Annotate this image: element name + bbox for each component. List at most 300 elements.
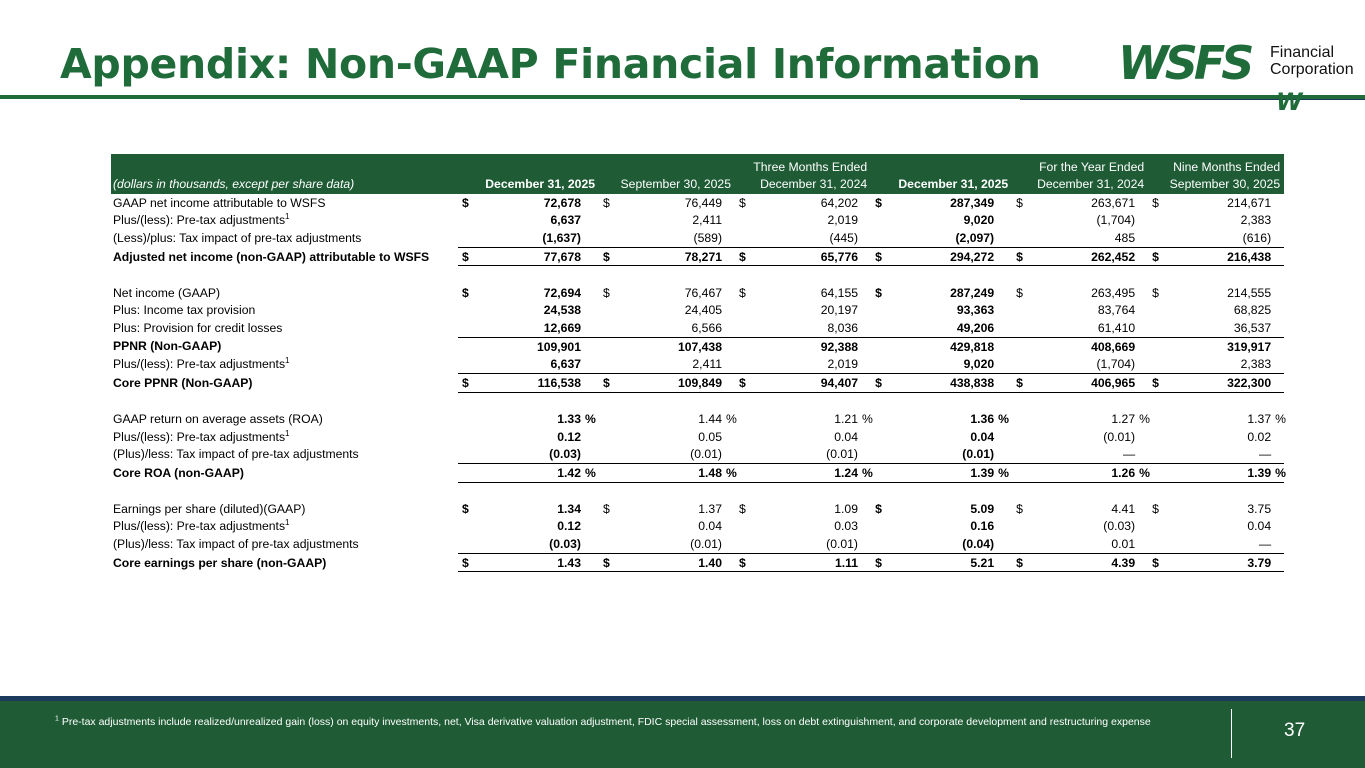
value-cell: 1.26	[1022, 463, 1135, 482]
spacer-cell	[111, 266, 1284, 284]
currency-symbol: $	[458, 373, 468, 392]
percent-symbol	[722, 553, 735, 572]
percent-symbol	[722, 355, 735, 373]
value-cell: 1.39	[881, 463, 994, 482]
value-cell: 68,825	[1233, 303, 1272, 318]
currency-symbol	[1148, 428, 1158, 446]
value-cell: 64,202	[820, 195, 858, 210]
group-year: For the Year Ended	[871, 154, 1148, 174]
percent-symbol	[722, 500, 735, 518]
percent-symbol	[1271, 445, 1284, 463]
header-blank	[111, 154, 458, 174]
footer	[0, 696, 1365, 768]
currency-symbol	[871, 428, 881, 446]
value-cell: 322,300	[1158, 373, 1271, 392]
currency-symbol: $	[735, 247, 745, 266]
value-cell: (0.01)	[962, 447, 995, 462]
value-cell: 78,271	[609, 247, 722, 266]
percent-symbol	[994, 445, 1012, 463]
currency-symbol	[735, 428, 745, 446]
currency-symbol: $	[599, 553, 609, 572]
percent-symbol	[722, 373, 735, 392]
value-cell: 109,849	[609, 373, 722, 392]
spacer-row	[111, 482, 1284, 500]
percent-symbol: %	[585, 411, 596, 426]
percent-symbol	[1271, 247, 1284, 266]
percent-symbol	[858, 247, 871, 266]
currency-symbol: $	[871, 247, 881, 266]
currency-symbol: $	[599, 247, 609, 266]
value-cell: 6,566	[691, 320, 722, 335]
percent-symbol	[1271, 518, 1284, 536]
row-label-text: GAAP net income attributable to WSFS	[113, 195, 326, 210]
currency-symbol	[599, 337, 609, 355]
percent-symbol	[1271, 500, 1284, 518]
value-cell: —	[1258, 537, 1272, 552]
currency-symbol	[458, 319, 468, 337]
row-label	[111, 337, 458, 355]
percent-symbol	[581, 247, 599, 266]
value-cell: (0.01)	[1103, 429, 1136, 444]
value-cell: 107,438	[609, 337, 722, 355]
table-caption: (dollars in thousands, except per share data)	[111, 174, 458, 194]
row-label-text: (Plus)/less: Tax impact of pre-tax adjustments	[113, 537, 359, 552]
row-label	[111, 373, 458, 392]
currency-symbol	[458, 535, 468, 553]
footnote-ref: 1	[285, 518, 290, 528]
percent-symbol: %	[1271, 463, 1284, 482]
value-cell: 76,449	[684, 195, 722, 210]
value-cell: 0.12	[557, 519, 581, 534]
currency-symbol: $	[739, 501, 746, 516]
logo-subtitle	[1270, 44, 1354, 78]
percent-symbol	[581, 373, 599, 392]
percent-symbol	[1271, 355, 1284, 373]
percent-symbol	[1135, 553, 1148, 572]
currency-symbol	[1012, 355, 1022, 373]
value-cell: 1.40	[609, 553, 722, 572]
currency-symbol	[1148, 229, 1158, 247]
currency-symbol	[458, 445, 468, 463]
currency-symbol	[458, 463, 468, 482]
currency-symbol: $	[875, 285, 882, 300]
percent-symbol: %	[994, 463, 1012, 482]
value-cell: (445)	[829, 230, 858, 245]
row-label-text: (Plus)/less: Tax impact of pre-tax adjustments	[113, 447, 359, 462]
currency-symbol	[458, 355, 468, 373]
value-cell: 1.11	[745, 553, 858, 572]
value-cell: 72,678	[543, 195, 581, 210]
value-cell: 116,538	[468, 373, 581, 392]
currency-symbol: $	[603, 195, 610, 210]
currency-symbol	[735, 355, 745, 373]
spacer-row	[111, 266, 1284, 284]
currency-symbol: $	[739, 285, 746, 300]
percent-symbol	[994, 553, 1012, 572]
group-three-months: Three Months Ended	[458, 154, 871, 174]
currency-symbol: $	[1152, 501, 1159, 516]
currency-symbol	[599, 302, 609, 320]
row-label-text: Plus: Income tax provision	[113, 303, 256, 318]
percent-symbol	[581, 518, 599, 536]
value-cell: 216,438	[1158, 247, 1271, 266]
value-cell: 1.44	[698, 411, 722, 426]
value-cell: (1,637)	[542, 230, 581, 245]
currency-symbol	[871, 212, 881, 230]
value-cell: 214,671	[1227, 195, 1272, 210]
currency-symbol: $	[1152, 195, 1159, 210]
percent-symbol	[1135, 535, 1148, 553]
percent-symbol	[581, 553, 599, 572]
percent-symbol	[1271, 535, 1284, 553]
percent-symbol	[581, 229, 599, 247]
percent-symbol	[994, 212, 1012, 230]
value-cell: 1.21	[834, 411, 858, 426]
table-row	[111, 463, 1284, 482]
row-label	[111, 355, 458, 373]
value-cell: (0.01)	[826, 447, 858, 462]
value-cell: 65,776	[745, 247, 858, 266]
row-label-text: Earnings per share (diluted)(GAAP)	[113, 501, 306, 516]
value-cell: 214,555	[1227, 285, 1272, 300]
value-cell: —	[1122, 447, 1136, 462]
currency-symbol: $	[739, 195, 746, 210]
logo-wordmark: WSFS	[1118, 36, 1251, 90]
percent-symbol	[994, 518, 1012, 536]
table-row	[111, 302, 1284, 320]
value-cell: 49,206	[956, 320, 995, 335]
row-label	[111, 212, 458, 230]
currency-symbol	[735, 445, 745, 463]
currency-symbol	[599, 410, 609, 428]
table-row	[111, 212, 1284, 230]
row-label-text: Net income (GAAP)	[113, 285, 221, 300]
currency-symbol	[458, 229, 468, 247]
value-cell: 24,538	[543, 303, 581, 318]
currency-symbol	[1148, 319, 1158, 337]
currency-symbol	[1012, 535, 1022, 553]
value-cell: 0.04	[970, 429, 995, 444]
percent-symbol	[1135, 428, 1148, 446]
currency-symbol: $	[462, 195, 469, 210]
percent-symbol	[858, 373, 871, 392]
percent-symbol	[722, 247, 735, 266]
currency-symbol: $	[462, 501, 469, 516]
percent-symbol	[581, 355, 599, 373]
currency-symbol	[1012, 445, 1022, 463]
table-body	[111, 154, 1284, 572]
value-cell: 287,349	[950, 195, 995, 210]
percent-symbol	[581, 445, 599, 463]
value-cell: 1.09	[834, 501, 858, 516]
percent-symbol	[858, 284, 871, 302]
percent-symbol	[1135, 355, 1148, 373]
value-cell: (0.03)	[1103, 519, 1136, 534]
percent-symbol	[1271, 337, 1284, 355]
logo-subtitle-line2: Corporation	[1270, 61, 1354, 78]
footnote-ref: 1	[285, 212, 290, 222]
currency-symbol	[599, 229, 609, 247]
percent-symbol	[581, 535, 599, 553]
currency-symbol	[1012, 319, 1022, 337]
percent-symbol	[994, 428, 1012, 446]
currency-symbol	[735, 337, 745, 355]
currency-symbol	[599, 535, 609, 553]
currency-symbol	[458, 428, 468, 446]
logo-w-mark: W	[1276, 88, 1303, 116]
table-row	[111, 428, 1284, 446]
footer-divider	[1231, 709, 1232, 758]
percent-symbol	[1135, 500, 1148, 518]
value-cell: 0.02	[1247, 429, 1272, 444]
currency-symbol: $	[1012, 247, 1022, 266]
column-header: December 31, 2024	[735, 174, 871, 194]
row-label	[111, 410, 458, 428]
currency-symbol: $	[603, 285, 610, 300]
percent-symbol: %	[858, 463, 871, 482]
value-cell: 94,407	[745, 373, 858, 392]
currency-symbol	[1148, 445, 1158, 463]
value-cell: 294,272	[881, 247, 994, 266]
percent-symbol	[722, 212, 735, 230]
value-cell: 0.05	[698, 429, 722, 444]
percent-symbol	[994, 337, 1012, 355]
value-cell: 9,020	[963, 213, 995, 228]
footnote-ref: 1	[285, 428, 290, 438]
percent-symbol	[858, 428, 871, 446]
currency-symbol	[735, 302, 745, 320]
column-header: December 31, 2025	[458, 174, 599, 194]
currency-symbol	[1012, 463, 1022, 482]
value-cell: 72,694	[543, 285, 581, 300]
percent-symbol	[858, 500, 871, 518]
row-label-text: Plus/(less): Pre-tax adjustments	[113, 213, 286, 228]
percent-symbol	[1271, 212, 1284, 230]
percent-symbol	[858, 194, 871, 212]
value-cell: 408,669	[1022, 337, 1135, 355]
row-label-text: Plus/(less): Pre-tax adjustments	[113, 429, 286, 444]
percent-symbol	[858, 302, 871, 320]
value-cell: 1.24	[745, 463, 858, 482]
row-label	[111, 535, 458, 553]
currency-symbol	[458, 518, 468, 536]
currency-symbol: $	[875, 195, 882, 210]
value-cell: 2,411	[692, 357, 722, 372]
currency-symbol	[871, 302, 881, 320]
percent-symbol	[1135, 337, 1148, 355]
footnote-ref: 1	[285, 356, 290, 366]
currency-symbol	[1148, 355, 1158, 373]
value-cell: 319,917	[1158, 337, 1271, 355]
percent-symbol	[722, 194, 735, 212]
percent-symbol	[858, 319, 871, 337]
percent-symbol	[858, 229, 871, 247]
value-cell: 0.03	[834, 519, 858, 534]
percent-symbol	[722, 284, 735, 302]
currency-symbol: $	[875, 501, 882, 516]
percent-symbol	[858, 212, 871, 230]
value-cell: 485	[1114, 230, 1136, 245]
percent-symbol	[1135, 445, 1148, 463]
value-cell: (0.01)	[690, 537, 722, 552]
value-cell: 2,383	[1240, 213, 1272, 228]
value-cell: (1,704)	[1096, 357, 1136, 372]
currency-symbol: $	[871, 373, 881, 392]
percent-symbol	[581, 194, 599, 212]
percent-symbol	[858, 518, 871, 536]
percent-symbol	[722, 445, 735, 463]
table-row	[111, 247, 1284, 266]
currency-symbol	[1012, 337, 1022, 355]
percent-symbol	[581, 319, 599, 337]
currency-symbol: $	[735, 553, 745, 572]
value-cell: 77,678	[468, 247, 581, 266]
table-row	[111, 194, 1284, 212]
currency-symbol: $	[1012, 553, 1022, 572]
value-cell: (0.03)	[549, 447, 581, 462]
percent-symbol	[581, 500, 599, 518]
currency-symbol	[735, 518, 745, 536]
currency-symbol: $	[599, 373, 609, 392]
footnote-mark: 1	[55, 715, 59, 723]
currency-symbol	[458, 212, 468, 230]
value-cell: (0.03)	[549, 537, 581, 552]
row-label	[111, 500, 458, 518]
row-label	[111, 229, 458, 247]
page-title: Appendix: Non-GAAP Financial Information	[60, 40, 1041, 88]
percent-symbol	[722, 229, 735, 247]
row-label-text: GAAP return on average assets (ROA)	[113, 411, 323, 426]
currency-symbol	[871, 535, 881, 553]
currency-symbol: $	[1148, 373, 1158, 392]
value-cell: 0.04	[1247, 519, 1272, 534]
column-header: December 31, 2025	[871, 174, 1012, 194]
footnote	[55, 715, 1205, 730]
percent-symbol	[1135, 518, 1148, 536]
currency-symbol	[599, 445, 609, 463]
currency-symbol: $	[1016, 285, 1023, 300]
value-cell: (0.01)	[690, 447, 722, 462]
percent-symbol	[722, 319, 735, 337]
value-cell: 0.01	[1111, 537, 1136, 552]
currency-symbol	[735, 535, 745, 553]
row-label	[111, 284, 458, 302]
value-cell: 6,637	[550, 213, 581, 228]
value-cell: 1.27	[1111, 411, 1136, 426]
percent-symbol: %	[722, 463, 735, 482]
currency-symbol	[871, 337, 881, 355]
value-cell: 0.16	[970, 519, 995, 534]
percent-symbol	[1135, 247, 1148, 266]
percent-symbol	[858, 535, 871, 553]
currency-symbol: $	[1152, 285, 1159, 300]
value-cell: 109,901	[468, 337, 581, 355]
spacer-row	[111, 392, 1284, 410]
percent-symbol	[1135, 284, 1148, 302]
percent-symbol	[1271, 553, 1284, 572]
currency-symbol	[599, 463, 609, 482]
value-cell: 2,411	[692, 213, 722, 228]
currency-symbol	[871, 355, 881, 373]
table-row	[111, 500, 1284, 518]
row-label	[111, 445, 458, 463]
value-cell: (0.04)	[962, 537, 995, 552]
value-cell: 36,537	[1233, 320, 1272, 335]
value-cell: 3.75	[1247, 501, 1272, 516]
currency-symbol	[1012, 518, 1022, 536]
percent-symbol	[994, 500, 1012, 518]
table-row	[111, 553, 1284, 572]
currency-symbol	[1148, 212, 1158, 230]
currency-symbol: $	[1012, 373, 1022, 392]
value-cell: 287,249	[950, 285, 995, 300]
value-cell: 1.33	[557, 411, 581, 426]
value-cell: 0.12	[557, 429, 581, 444]
percent-symbol	[994, 535, 1012, 553]
currency-symbol: $	[871, 553, 881, 572]
percent-symbol: %	[1275, 411, 1286, 426]
currency-symbol	[599, 518, 609, 536]
percent-symbol	[722, 518, 735, 536]
row-label	[111, 553, 458, 572]
value-cell: 2,019	[827, 213, 858, 228]
value-cell: (1,704)	[1096, 213, 1136, 228]
row-label-text: Adjusted net income (non-GAAP) attributable to WSFS	[113, 249, 430, 264]
row-label-text: PPNR (Non-GAAP)	[113, 339, 222, 354]
percent-symbol	[1135, 319, 1148, 337]
percent-symbol	[1271, 302, 1284, 320]
value-cell: 1.39	[1158, 463, 1271, 482]
percent-symbol	[581, 212, 599, 230]
percent-symbol: %	[1139, 411, 1150, 426]
value-cell: 3.79	[1158, 553, 1271, 572]
spacer-cell	[111, 392, 1284, 410]
currency-symbol	[735, 229, 745, 247]
percent-symbol	[1135, 212, 1148, 230]
row-label-text: Plus/(less): Pre-tax adjustments	[113, 357, 286, 372]
table-row	[111, 373, 1284, 392]
row-label	[111, 319, 458, 337]
currency-symbol	[599, 212, 609, 230]
currency-symbol	[1148, 302, 1158, 320]
row-label	[111, 463, 458, 482]
value-cell: 5.09	[970, 501, 995, 516]
currency-symbol	[1012, 410, 1022, 428]
row-label	[111, 194, 458, 212]
currency-symbol	[1012, 229, 1022, 247]
percent-symbol	[1271, 428, 1284, 446]
value-cell: 4.41	[1111, 501, 1136, 516]
percent-symbol	[994, 302, 1012, 320]
value-cell: 1.37	[1247, 411, 1272, 426]
value-cell: 4.39	[1022, 553, 1135, 572]
percent-symbol	[1135, 373, 1148, 392]
row-label	[111, 302, 458, 320]
non-gaap-table	[111, 154, 1284, 572]
value-cell: 2,019	[827, 357, 858, 372]
percent-symbol: %	[862, 411, 873, 426]
currency-symbol	[1148, 535, 1158, 553]
percent-symbol	[994, 284, 1012, 302]
currency-symbol: $	[1016, 195, 1023, 210]
currency-symbol	[1012, 302, 1022, 320]
currency-symbol: $	[458, 553, 468, 572]
value-cell: 1.37	[698, 501, 722, 516]
currency-symbol: $	[1148, 553, 1158, 572]
percent-symbol	[1271, 284, 1284, 302]
row-label-text: Plus: Provision for credit losses	[113, 321, 283, 336]
currency-symbol: $	[462, 285, 469, 300]
